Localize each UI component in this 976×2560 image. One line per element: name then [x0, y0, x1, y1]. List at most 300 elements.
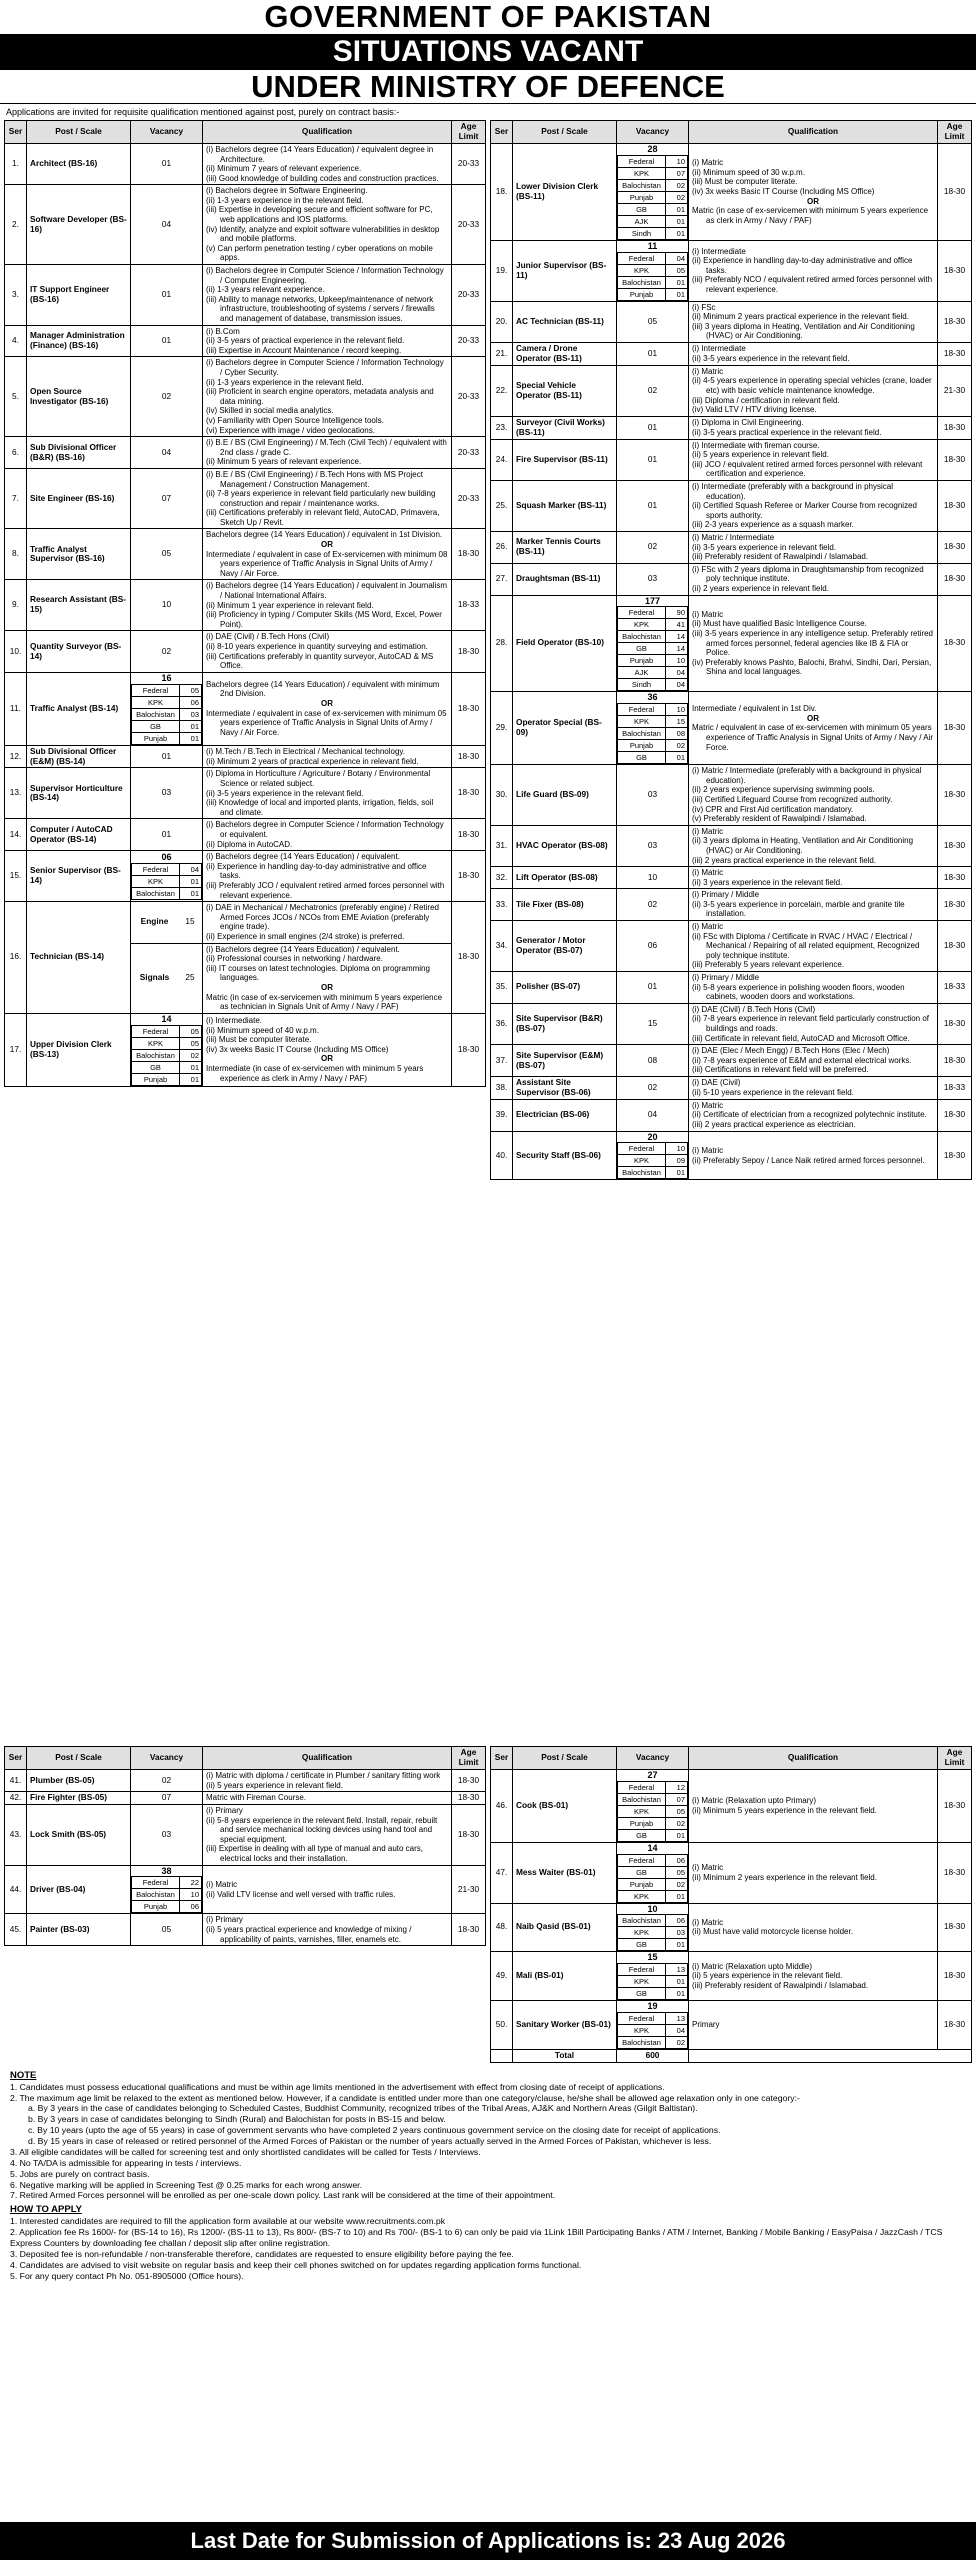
ser-cell: 31.	[491, 825, 513, 866]
qualification-item: (i) Bachelors degree (14 Years Education) / equivalent.	[206, 944, 400, 954]
vacancy-total: 28	[647, 143, 658, 154]
qualification-list	[692, 482, 934, 530]
qualification-cell	[689, 765, 938, 826]
qualification-header: Qualification	[203, 1747, 452, 1770]
qualification-item: (i) Diploma in Horticulture / Agriculture / Botany / Environmental Science or related subject.	[206, 769, 431, 789]
qualification-cell	[689, 481, 938, 532]
qualification-item: (i) Matric	[692, 158, 724, 168]
age-cell: 21-30	[452, 1865, 486, 1914]
province-count: 04	[666, 679, 688, 691]
post-cell: Traffic Analyst Supervisor (BS-16)	[27, 529, 131, 580]
table-row	[491, 595, 972, 692]
qualification-item: (i) Intermediate	[692, 246, 746, 256]
vacancy-cell: 02	[617, 889, 689, 921]
qualification-item: (ii) Professional courses in networking / hardware.	[206, 954, 383, 964]
age-cell: 18-30	[938, 481, 972, 532]
qualification-item: Matric with Fireman Course.	[206, 1793, 307, 1803]
qualification-item: (ii) 7-8 years experience in relevant field particularly new building construction and repair / maintenance works.	[206, 489, 436, 508]
qualification-item: (i) Matric	[692, 1917, 724, 1927]
ser-cell: 16.	[5, 902, 27, 1014]
qualification-item: (iii) Certifications preferably in relevant field, AutoCAD, Primavera, Sketch Up / Revit.	[206, 508, 440, 527]
qualification-item: (ii) Minimum speed of 40 w.p.m.	[206, 1025, 319, 1035]
qualification-item: (iv) Preferably knows Pashto, Balochi, Brahvi, Sindhi, Dari, Persian, Shina and local languages.	[692, 657, 932, 677]
province-split-table	[617, 1914, 688, 1951]
qualification-list	[692, 890, 934, 919]
province-count: 04	[666, 2024, 688, 2036]
qualification-item: (v) Can perform penetration testing / cyber operations on mobile apps.	[206, 243, 433, 263]
table-row	[5, 529, 486, 580]
post-cell: Sub Divisional Officer (E&M) (BS-14)	[27, 745, 131, 768]
province-row	[618, 1890, 688, 1902]
province-name: GB	[132, 720, 180, 732]
vacancy-cell: 05	[131, 1914, 203, 1946]
province-count: 01	[666, 203, 688, 215]
province-row	[618, 704, 688, 716]
qualification-cell	[689, 867, 938, 889]
province-name: Balochistan	[618, 728, 666, 740]
province-count: 13	[666, 2012, 688, 2024]
age-cell: 18-30	[452, 851, 486, 902]
province-name: GB	[618, 752, 666, 764]
province-count: 01	[180, 720, 202, 732]
post-cell: Mali (BS-01)	[513, 1952, 617, 2001]
post-cell: Operator Special (BS-09)	[513, 692, 617, 765]
province-count: 04	[666, 252, 688, 264]
qualification-item: Intermediate / equivalent in case of Ex-servicemen with minimum 08 years experience of Traffic Analysis in Signal Units of Army / Navy / Air Force.	[206, 549, 448, 578]
province-count: 09	[666, 1155, 688, 1167]
ser-cell: 20.	[491, 301, 513, 342]
qualification-list	[692, 1918, 934, 1937]
qualification-item: (ii) 5-8 years experience in polishing wooden floors, wooden cabinets, wooden doors and workstations.	[692, 982, 905, 1002]
province-name: AJK	[618, 667, 666, 679]
province-count: 01	[666, 1939, 688, 1951]
table-row	[491, 1003, 972, 1044]
qualification-item: Bachelors degree (14 Years Education) / equivalent with minimum 2nd Division.	[206, 679, 440, 699]
post-cell: Cook (BS-01)	[513, 1769, 617, 1842]
province-row	[132, 1901, 202, 1913]
province-row	[618, 1878, 688, 1890]
how-to-apply-item: 4. Candidates are advised to visit website on regular basis and keep their cell phones switched on for updates regarding application forms functional.	[10, 2259, 582, 2270]
vacancy-total: 14	[161, 1013, 172, 1024]
table-row	[5, 185, 486, 265]
age-header: Age Limit	[938, 1747, 972, 1770]
province-name: Balochistan	[618, 179, 666, 191]
age-cell: 18-30	[938, 921, 972, 972]
province-name: Federal	[618, 1854, 666, 1866]
post-cell: Painter (BS-03)	[27, 1914, 131, 1946]
note-item: b. By 3 years in case of candidates belonging to Sindh (Rural) and Balochistan for posts in BS-15 and below.	[28, 2114, 446, 2125]
ser-cell: 24.	[491, 439, 513, 480]
table-row	[5, 1865, 486, 1914]
vacancy-cell	[617, 143, 689, 240]
qualification-item: (iii) 2 years practical experience as electrician.	[692, 1120, 856, 1130]
qualification-cell	[203, 851, 452, 902]
province-name: Punjab	[132, 1073, 180, 1085]
vacancy-total: 20	[647, 1131, 658, 1142]
qualification-item: (iii) Proficient in search engine operators, metadata analysis and data mining.	[206, 387, 434, 406]
ser-cell: 27.	[491, 563, 513, 595]
qualification-list	[206, 358, 448, 435]
qualification-cell	[689, 1769, 938, 1842]
province-count: 01	[666, 1988, 688, 2000]
qualification-cell	[203, 819, 452, 851]
ser-cell: 5.	[5, 357, 27, 437]
province-name: AJK	[618, 215, 666, 227]
note-item: c. By 10 years (upto the age of 55 years) in case of government servants who have completed 2 years continuous government service on the closing date for receipt of applications.	[28, 2125, 721, 2136]
province-name: KPK	[618, 1890, 666, 1902]
qualification-cell	[689, 342, 938, 365]
qualification-list	[692, 1863, 934, 1882]
vacancy-cell: 02	[131, 1769, 203, 1791]
province-count: 01	[666, 227, 688, 239]
note-item: 1. Candidates must possess educational qualifications and must be within age limits mentioned in the advertisement with effect from closing date of receipt of applications.	[10, 2081, 665, 2092]
qualification-item: (i) Matric / Intermediate (preferably with a background in physical education).	[692, 766, 922, 785]
province-name: GB	[618, 1939, 666, 1951]
province-name: Federal	[132, 1877, 180, 1889]
post-cell: Open Source Investigator (BS-16)	[27, 357, 131, 437]
vacancy-cell	[131, 851, 203, 902]
how-to-apply-item: 1. Interested candidates are required to fill the application form available at our website www.recruitments.com.pk	[10, 2216, 446, 2227]
qualification-list	[206, 1016, 448, 1083]
age-cell: 20-33	[452, 143, 486, 184]
qualification-item: (ii) Minimum 5 years of relevant experience.	[206, 457, 362, 467]
province-split-table	[617, 606, 688, 691]
vacancy-cell: 05	[131, 529, 203, 580]
qualification-item: (i) Bachelors degree (14 Years Education) / equivalent degree in Architecture.	[206, 144, 434, 164]
age-cell: 18-30	[938, 867, 972, 889]
qualification-item: Bachelors degree (14 Years Education) / equivalent in 1st Division.	[206, 530, 443, 540]
sub-trade-name: Signals	[139, 972, 170, 983]
age-cell: 18-30	[452, 529, 486, 580]
table-row	[5, 672, 486, 745]
qualification-cell	[689, 1842, 938, 1903]
province-count: 15	[666, 716, 688, 728]
province-row	[618, 1781, 688, 1793]
province-name: Federal	[132, 1025, 180, 1037]
qualification-item: Matric (in case of ex-servicemen with minimum 5 years experience as technician in Signals Unit of Army / Navy / PAF)	[206, 992, 443, 1012]
qualification-header: Qualification	[689, 121, 938, 144]
qualification-cell	[689, 240, 938, 301]
province-count: 01	[666, 1829, 688, 1841]
province-row	[618, 1927, 688, 1939]
notes-section	[4, 2063, 972, 2286]
vacancy-cell	[617, 595, 689, 692]
qualification-list	[692, 704, 934, 752]
province-name: GB	[618, 203, 666, 215]
province-count: 06	[180, 696, 202, 708]
province-count: 06	[666, 1915, 688, 1927]
qualification-item: (i) Matric with diploma / certificate in Plumber / sanitary fitting work	[206, 1770, 441, 1780]
qualification-item: Intermediate / equivalent in case of ex-servicemen with minimum 05 years experience of Traffic Analysis in Signal Units of Army / Navy / Air Force.	[206, 708, 447, 737]
age-cell: 18-30	[452, 631, 486, 672]
vacancy-total: 27	[647, 1769, 658, 1780]
qualification-item: (iii) Must be computer literate.	[206, 1035, 312, 1045]
table-row	[491, 825, 972, 866]
qualification-cell	[689, 972, 938, 1004]
qualification-item: (ii) Diploma in AutoCAD.	[206, 839, 293, 849]
qualification-item: (ii) 2 years experience supervising swimming pools.	[692, 785, 875, 795]
table-row	[491, 240, 972, 301]
qualification-item: (i) DAE in Mechanical / Mechatronics (preferably engine) / Retired Armed Forces JCOs / NCOs from EME Aviation (preferably engine trade).	[206, 903, 439, 932]
qualification-cell	[689, 532, 938, 564]
qualification-item: (i) Bachelors degree in Computer Science / Information Technology / Computer Engineering.	[206, 266, 444, 285]
ser-cell: 9.	[5, 580, 27, 631]
table-row	[491, 867, 972, 889]
ser-cell: 26.	[491, 532, 513, 564]
post-cell: Upper Division Clerk (BS-13)	[27, 1013, 131, 1086]
post-cell: Senior Supervisor (BS-14)	[27, 851, 131, 902]
table-row	[491, 1131, 972, 1180]
qualification-item: (iii) Preferably resident of Rawalpindi / Islamabad.	[692, 1980, 869, 1990]
qualification-list	[206, 1915, 448, 1944]
province-count: 10	[180, 1889, 202, 1901]
age-header: Age Limit	[452, 121, 486, 144]
table-row	[491, 532, 972, 564]
province-name: Federal	[618, 252, 666, 264]
province-count: 07	[666, 1793, 688, 1805]
age-cell: 18-30	[452, 745, 486, 768]
province-count: 01	[666, 276, 688, 288]
qualification-cell	[203, 325, 452, 357]
province-count: 12	[666, 1781, 688, 1793]
ser-cell: 36.	[491, 1003, 513, 1044]
vacancy-cell: 02	[617, 532, 689, 564]
post-cell: Naib Qasid (BS-01)	[513, 1903, 617, 1952]
province-name: GB	[618, 643, 666, 655]
qualification-item: (ii) Certified Squash Referee or Marker Course from recognized sports authority.	[692, 501, 917, 520]
qualification-item: (ii) 7-8 years experience of E&M and external electrical works.	[692, 1055, 912, 1065]
table-row	[5, 902, 486, 943]
qualification-item: (iii) Good knowledge of building codes and construction practices.	[206, 173, 439, 183]
qualification-cell	[203, 265, 452, 326]
qualification-cell	[689, 1045, 938, 1077]
vacancy-cell	[131, 902, 203, 943]
qualification-item: (ii) 5 years experience in relevant field.	[692, 450, 829, 460]
ser-header: Ser	[5, 121, 27, 144]
qualification-list	[206, 327, 448, 356]
qualification-cell	[689, 825, 938, 866]
table-row	[5, 325, 486, 357]
left-column	[4, 120, 486, 1740]
province-row	[132, 696, 202, 708]
note-item: 5. Jobs are purely on contract basis.	[10, 2168, 150, 2179]
post-cell: Fire Supervisor (BS-11)	[513, 439, 617, 480]
vacancy-cell: 07	[131, 468, 203, 529]
qualification-item: (ii) Minimum 2 years experience in the relevant field.	[692, 1872, 877, 1882]
qualification-item: (ii) 4-5 years experience in operating special vehicles (crane, loader etc) with basic vehicle maintenance knowledge.	[692, 376, 932, 395]
vacancy-cell	[617, 692, 689, 765]
qualification-list	[206, 530, 448, 578]
qualification-list	[692, 1078, 934, 1097]
province-name: Balochistan	[618, 1167, 666, 1179]
province-row	[618, 1939, 688, 1951]
qualification-list	[692, 533, 934, 562]
age-cell: 20-33	[452, 437, 486, 469]
qualification-item: (i) Matric (Relaxation upto Middle)	[692, 1961, 813, 1971]
note-item: 3. All eligible candidates will be called for screening test and only shortlisted candidates will be called for Tests / Interviews.	[10, 2146, 481, 2157]
qualification-item: (v) Familiarity with Open Source Intelligence tools.	[206, 415, 384, 425]
qualification-cell	[203, 357, 452, 437]
qualification-item: (v) Preferably resident of Rawalpindi / Islamabad.	[692, 814, 867, 824]
province-row	[618, 264, 688, 276]
post-cell: Squash Marker (BS-11)	[513, 481, 617, 532]
qualification-item: (i) FSc	[692, 302, 716, 312]
qualification-list	[692, 1046, 934, 1075]
qualification-list	[206, 852, 448, 900]
province-row	[132, 1061, 202, 1073]
qualification-item: Intermediate (in case of ex-servicemen with minimum 5 years experience as clerk in Army / Navy / PAF)	[206, 1064, 424, 1083]
ser-cell: 10.	[5, 631, 27, 672]
qualification-item: (i) Primary / Middle	[692, 890, 760, 900]
province-row	[132, 1025, 202, 1037]
vacancy-cell	[131, 943, 203, 1013]
qualification-item: (iii) Preferably JCO / equivalent retired armed forces personnel with relevant experience.	[206, 881, 445, 900]
ser-cell: 3.	[5, 265, 27, 326]
qualification-cell	[689, 416, 938, 439]
qualification-item: OR	[807, 713, 819, 723]
age-cell: 18-33	[452, 580, 486, 631]
vacancy-header: Vacancy	[617, 1747, 689, 1770]
qualification-cell	[689, 692, 938, 765]
post-cell: Research Assistant (BS-15)	[27, 580, 131, 631]
qualification-item: (ii) Must have qualified Basic Intelligence Course.	[692, 619, 867, 629]
vacancy-cell: 03	[617, 563, 689, 595]
province-row	[618, 740, 688, 752]
ser-cell: 33.	[491, 889, 513, 921]
age-header: Age Limit	[938, 121, 972, 144]
ser-cell: 14.	[5, 819, 27, 851]
vacancy-cell	[617, 1842, 689, 1903]
province-count: 02	[666, 1878, 688, 1890]
qualification-list	[206, 266, 448, 324]
province-row	[618, 215, 688, 227]
province-count: 22	[180, 1877, 202, 1889]
age-cell: 18-33	[938, 1076, 972, 1099]
qualification-item: (ii) 5-10 years experience in the relevant field.	[692, 1087, 854, 1097]
qualification-item: (ii) 5 years experience in the relevant field.	[692, 1971, 843, 1981]
qualification-item: (i) B.E / BS (Civil Engineering) / M.Tech (Civil Tech) / equivalent with 2nd class / grade C.	[206, 438, 447, 457]
qualification-item: (iii) 3 years diploma in Heating, Ventilation and Air Conditioning (HVAC) or Air Conditioning.	[692, 321, 915, 341]
vacancy-cell	[131, 1865, 203, 1914]
qualification-item: Matric / equivalent in case of ex-servicemen with minimum 05 years experience of Traffic Analysis in Signal Units of Army / Navy / Air Force.	[692, 723, 934, 752]
age-cell: 18-30	[938, 1952, 972, 2001]
qualification-item: (iii) Expertise in developing secure and efficient software for PC, web applications and IOS platforms.	[206, 205, 433, 225]
vacancy-cell: 02	[617, 1076, 689, 1099]
post-cell: Polisher (BS-07)	[513, 972, 617, 1004]
table-row	[491, 692, 972, 765]
ser-cell: 34.	[491, 921, 513, 972]
qualification-item: Matric (in case of ex-servicemen with minimum 5 years experience as clerk in Army / Navy / PAF)	[692, 206, 929, 225]
province-count: 01	[180, 1061, 202, 1073]
qualification-cell	[689, 563, 938, 595]
province-count: 06	[666, 1854, 688, 1866]
qualification-cell	[689, 921, 938, 972]
age-cell: 18-30	[938, 342, 972, 365]
province-row	[618, 1854, 688, 1866]
post-cell: Technician (BS-14)	[27, 902, 131, 1014]
qualification-item: OR	[321, 1054, 333, 1064]
table-row	[491, 1903, 972, 1952]
vacancy-total: 16	[161, 672, 172, 683]
vacancy-cell: 07	[131, 1792, 203, 1805]
post-cell: Life Guard (BS-09)	[513, 765, 617, 826]
age-cell: 18-30	[938, 595, 972, 692]
vacancy-cell	[617, 1131, 689, 1180]
jobs-table-bottom-right	[490, 1746, 972, 2063]
qualification-item: (i) Intermediate (preferably with a background in physical education).	[692, 482, 893, 501]
province-name: KPK	[618, 2024, 666, 2036]
table-row	[491, 2001, 972, 2050]
qualification-item: (ii) Experience in handling day-to-day administrative and office tasks.	[692, 256, 913, 275]
table-row	[491, 921, 972, 972]
qualification-item: (i) Intermediate	[692, 344, 746, 354]
age-cell: 18-30	[938, 1099, 972, 1131]
province-row	[618, 716, 688, 728]
qualification-item: (i) DAE (Civil) / B.Tech Hons (Civil)	[206, 632, 330, 642]
vacancy-cell: 04	[131, 437, 203, 469]
qualification-item: (i) Primary	[206, 1915, 243, 1925]
province-name: KPK	[132, 1037, 180, 1049]
qualification-list	[692, 565, 934, 594]
province-row	[618, 619, 688, 631]
province-name: Federal	[618, 1781, 666, 1793]
table-row	[491, 301, 972, 342]
province-name: GB	[618, 1988, 666, 2000]
ser-cell: 17.	[5, 1013, 27, 1086]
ser-cell: 41.	[5, 1769, 27, 1791]
qualification-header: Qualification	[689, 1747, 938, 1770]
qualification-item: (ii) Minimum speed of 30 w.p.m.	[692, 167, 805, 177]
qualification-item: (i) Matric	[692, 366, 724, 376]
post-cell: Lock Smith (BS-05)	[27, 1805, 131, 1866]
table-row	[5, 1792, 486, 1805]
vacancy-cell: 03	[131, 768, 203, 819]
table-row	[5, 768, 486, 819]
province-count: 03	[666, 1927, 688, 1939]
province-row	[618, 1829, 688, 1841]
post-cell: Lift Operator (BS-08)	[513, 867, 617, 889]
table-row	[5, 1805, 486, 1866]
total-spacer	[689, 2049, 972, 2062]
province-split-table	[617, 1963, 688, 2000]
vacancy-cell: 04	[131, 185, 203, 265]
province-count: 05	[180, 1025, 202, 1037]
ser-cell: 23.	[491, 416, 513, 439]
qualification-item: (i) Matric	[692, 609, 724, 619]
intro-text: Applications are invited for requisite qualification mentioned against post, purely on contract basis:-	[6, 107, 400, 117]
province-row	[132, 1037, 202, 1049]
qualification-list	[206, 632, 448, 670]
qualification-cell	[203, 529, 452, 580]
province-name: GB	[132, 1061, 180, 1073]
qualification-item: (i) Matric	[692, 826, 724, 836]
province-name: Federal	[132, 684, 180, 696]
ser-cell: 6.	[5, 437, 27, 469]
qualification-list	[206, 747, 448, 766]
qualification-item: (ii) 1-3 years experience in the relevant field.	[206, 377, 364, 387]
province-name: KPK	[618, 1927, 666, 1939]
province-name: Balochistan	[618, 2036, 666, 2048]
province-count: 90	[666, 607, 688, 619]
province-row	[618, 2024, 688, 2036]
province-count: 02	[180, 1049, 202, 1061]
total-spacer	[491, 2049, 513, 2062]
vacancy-cell: 08	[617, 1045, 689, 1077]
province-row	[618, 1155, 688, 1167]
post-cell: Fire Fighter (BS-05)	[27, 1792, 131, 1805]
qualification-item: (i) Diploma in Civil Engineering.	[692, 418, 804, 428]
qualification-list	[206, 1793, 448, 1803]
